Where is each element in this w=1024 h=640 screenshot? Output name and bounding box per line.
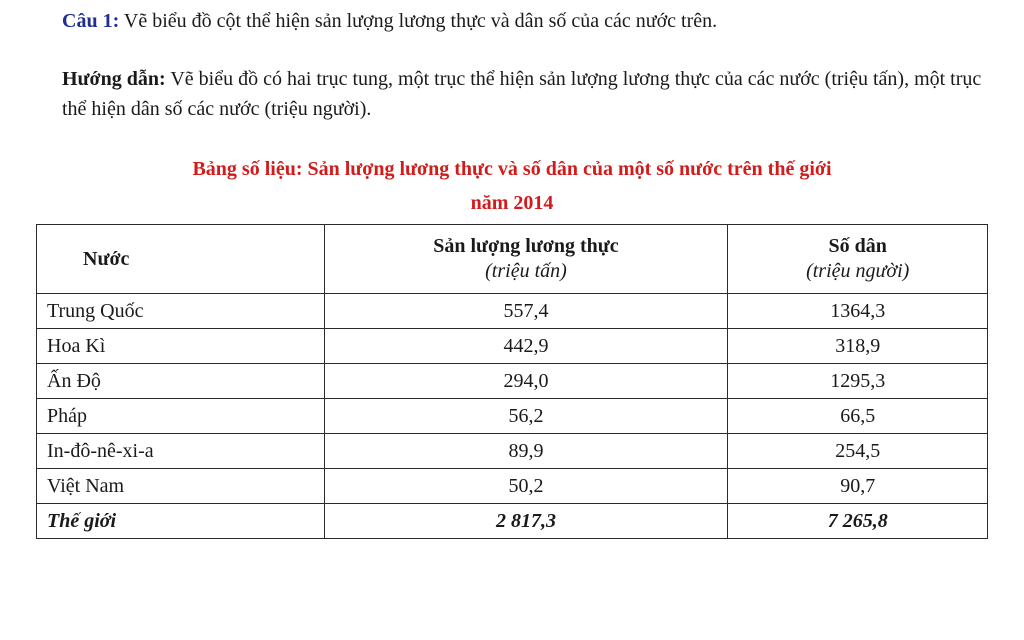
cell-food: 557,4 <box>324 294 728 329</box>
cell-country: Trung Quốc <box>37 294 325 329</box>
cell-population: 254,5 <box>728 434 988 469</box>
cell-country: Pháp <box>37 399 325 434</box>
table-row <box>37 399 988 434</box>
question-text: Vẽ biểu đồ cột thể hiện sản lượng lương thực và dân số của các nước trên. <box>123 10 718 32</box>
table-row <box>37 329 988 364</box>
header-population-unit: (triệu người) <box>806 260 910 282</box>
table-row <box>37 364 988 399</box>
cell-food: 56,2 <box>324 399 728 434</box>
cell-population: 1364,3 <box>728 294 988 329</box>
guide-paragraph <box>62 64 992 124</box>
guide-text: Vẽ biểu đồ có hai trục tung, một trục thể hiện sản lượng lương thực của các nước (triệu tấn), một trục thể hiện dân số các nước (triệu người). <box>62 68 982 120</box>
header-food-unit: (triệu tấn) <box>485 260 567 282</box>
question-1 <box>62 6 1002 36</box>
cell-population: 1295,3 <box>728 364 988 399</box>
cell-country: In-đô-nê-xi-a <box>37 434 325 469</box>
cell-population: 66,5 <box>728 399 988 434</box>
guide-label: Hướng dẫn: <box>62 68 166 90</box>
cell-food: 50,2 <box>324 469 728 504</box>
cell-food: 294,0 <box>324 364 728 399</box>
caption-line-2: năm 2014 <box>470 192 554 214</box>
cell-country: Việt Nam <box>37 469 325 504</box>
header-food-label: Sản lượng lương thực <box>433 235 619 257</box>
total-food: 2 817,3 <box>324 504 728 539</box>
data-table <box>36 224 988 539</box>
table-header-row <box>37 225 988 294</box>
cell-country: Hoa Kì <box>37 329 325 364</box>
table-row <box>37 434 988 469</box>
table-total-row <box>37 504 988 539</box>
caption-line-1: Bảng số liệu: Sản lượng lương thực và số dân của một số nước trên thế giới <box>192 158 832 180</box>
total-population: 7 265,8 <box>728 504 988 539</box>
cell-population: 318,9 <box>728 329 988 364</box>
question-label: Câu 1: <box>62 10 120 32</box>
header-population-label: Số dân <box>828 235 887 257</box>
table-row <box>37 294 988 329</box>
header-population <box>728 225 988 294</box>
cell-population: 90,7 <box>728 469 988 504</box>
header-country: Nước <box>37 225 325 294</box>
cell-food: 442,9 <box>324 329 728 364</box>
table-row <box>37 469 988 504</box>
cell-country: Ấn Độ <box>37 364 325 399</box>
cell-food: 89,9 <box>324 434 728 469</box>
header-food <box>324 225 728 294</box>
total-country: Thế giới <box>37 504 325 539</box>
table-caption <box>40 152 984 220</box>
